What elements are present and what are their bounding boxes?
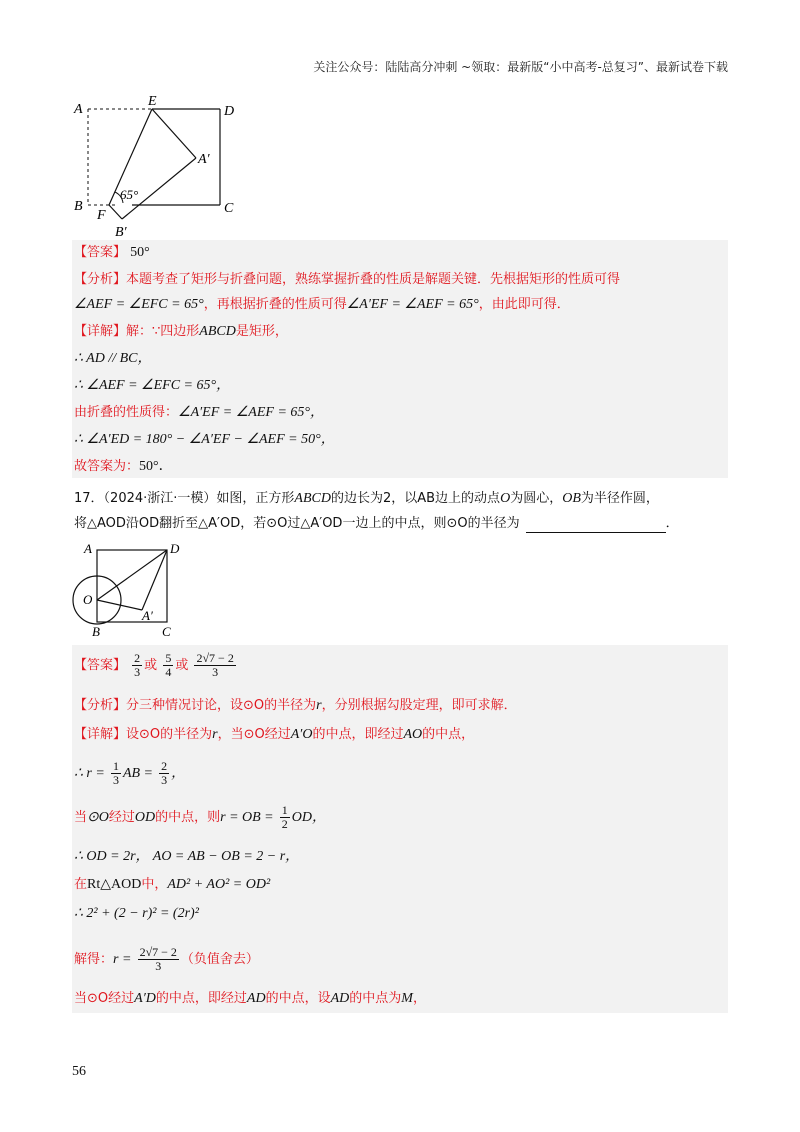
answer-tag: 【答案】: [74, 245, 127, 260]
q16-analysis-line-1: [74, 271, 620, 289]
q17-detail-line-2: ∴ r = $\frac{1}{3}$ AB = $\frac{2}{3}$ ，: [74, 759, 186, 787]
label-O: O: [83, 592, 93, 607]
label-A-prime: A′: [198, 152, 210, 167]
answer-value: 50°: [130, 245, 150, 260]
q17-figure: [70, 540, 190, 642]
label-B-prime: B′: [115, 225, 127, 240]
q17-detail-line-5: 在Rt△AOD中，AD² + AO² = OD²: [74, 877, 271, 892]
q17-stem-line-1: 17．（2024·浙江·一模）如图，正方形ABCD的边长为2，以AB边上的动点O为圆心，OB为半径作圆，: [74, 491, 659, 506]
q16-step-6: 故答案为：50°．: [74, 459, 173, 474]
answer-frac-3: $\frac{2√7 - 2}{3}$: [196, 651, 234, 679]
q16-step-4: 由折叠的性质得：∠A′EF = ∠AEF = 65°，: [74, 405, 324, 420]
answer-frac-1: $\frac{2}{3}$: [134, 651, 141, 679]
answer-frac-2: $\frac{5}{4}$: [165, 651, 172, 679]
label-A-prime: A′: [142, 608, 153, 623]
label-C: C: [162, 624, 171, 639]
label-E: E: [148, 95, 157, 109]
label-D: D: [170, 541, 180, 556]
q17-detail-line-8: 当⊙O经过A′D的中点，即经过AD的中点，设AD的中点为M，: [74, 991, 426, 1006]
label-C: C: [224, 201, 234, 216]
analysis-tag: 【分析】: [74, 272, 127, 287]
label-A: A: [84, 541, 92, 556]
q17-detail-line-3: 当⊙O经过OD的中点，则r = OB = $\frac{1}{2}$ OD，: [74, 803, 327, 831]
label-B: B: [92, 624, 100, 639]
label-B: B: [74, 199, 83, 214]
q17-analysis-line: 【分析】分三种情况讨论，设⊙O的半径为r，分别根据勾股定理，即可求解．: [74, 698, 517, 713]
q17-detail-line-6: ∴ 2² + (2 − r)² = (2r)²: [74, 906, 199, 921]
q16-step-5: ∴ ∠A′ED = 180° − ∠A′EF − ∠AEF = 50°，: [74, 432, 335, 447]
q17-answer-line: 【答案】 $\frac{2}{3}$ 或 $\frac{5}{4}$ 或 $\frac{2√7 - 2}{3}$: [74, 651, 234, 679]
page-header: 关注公众号：陆陆高分冲刺 ~领取：最新版“小中高考-总复习”、最新试卷下载: [313, 60, 728, 74]
q16-analysis-line-2: ∠AEF = ∠EFC = 65°，再根据折叠的性质可得∠A′EF = ∠AEF = 65°，由此即可得．: [74, 297, 570, 312]
label-F: F: [97, 208, 106, 223]
label-A: A: [74, 102, 83, 117]
label-angle: 65°: [120, 187, 139, 202]
q17-detail-line-1: 【详解】设⊙O的半径为r，当⊙O经过A′O的中点，即经过AO的中点，: [74, 727, 475, 742]
analysis-text: 本题考查了矩形与折叠问题，熟练掌握折叠的性质是解题关键．先根据矩形的性质可得: [126, 272, 621, 287]
q16-answer-line: [74, 244, 150, 262]
q17-detail-line-4: ∴ OD = 2r， AO = AB − OB = 2 − r，: [74, 849, 300, 864]
q17-detail-line-7: 解得：r = $\frac{2√7 - 2}{3}$ （负值舍去）: [74, 945, 259, 973]
q17-stem-line-2: 将△AOD沿OD翻折至△A′OD，若⊙O过△A′OD一边上的中点，则⊙O的半径为 ．: [74, 516, 679, 531]
q16-step-2: ∴ AD // BC，: [74, 351, 152, 366]
answer-blank: [526, 518, 666, 533]
q16-detail-line-1: 【详解】解：∵四边形ABCD是矩形，: [74, 324, 288, 339]
q16-step-3: ∴ ∠AEF = ∠EFC = 65°，: [74, 378, 231, 393]
page-number: 56: [72, 1064, 86, 1079]
label-D: D: [224, 104, 235, 119]
q16-figure: [72, 95, 252, 240]
